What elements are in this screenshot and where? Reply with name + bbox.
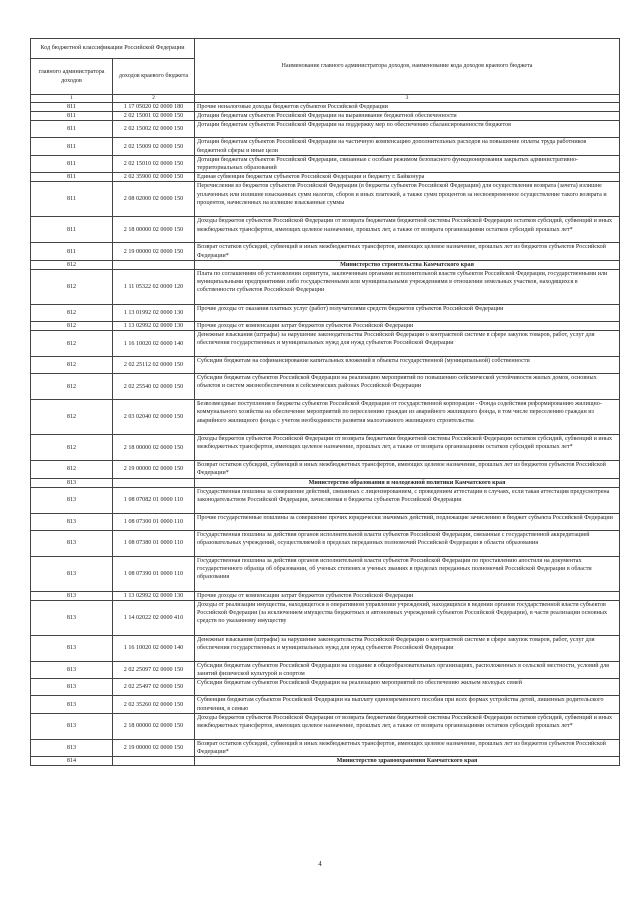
- table-row: [31, 435, 620, 461]
- description-cell: Министерство образования и молодежной политики Камчатского края: [195, 478, 620, 487]
- description-cell: Дотации бюджетам субъектов Российской Федерации на выравнивание бюджетной обеспеченности: [195, 112, 620, 121]
- header-kbk-group: Код бюджетной классификации Российской Федерации: [31, 39, 195, 59]
- income-code-cell: 2 02 35900 02 0000 150: [113, 173, 195, 182]
- description-cell: Субсидии бюджетам субъектов Российской Федерации на создание в общеобразовательных организациях, расположенных в сельской местности, условий для занятий физической культурой и спортом: [195, 662, 620, 679]
- description-cell: Прочие доходы от оказания платных услуг (работ) получателями средств бюджетов субъектов Российской Федерации: [195, 305, 620, 322]
- description-cell: Денежные взыскания (штрафы) за нарушение законодательства Российской Федерации о контрактной системе в сфере закупок товаров, работ, услуг для обеспечения государственных и муниципальных нужд для нужд субъектов Российской Федерации: [195, 331, 620, 357]
- table-row: [31, 461, 620, 478]
- income-code-cell: 1 08 07380 01 0000 110: [113, 530, 195, 556]
- table-row: [31, 182, 620, 217]
- table-row: [31, 487, 620, 513]
- income-code-cell: 1 13 02992 02 0000 130: [113, 322, 195, 331]
- admin-code-cell: 813: [31, 636, 113, 662]
- income-code-cell: 2 18 00000 02 0000 150: [113, 713, 195, 739]
- admin-code-cell: 813: [31, 696, 113, 713]
- table-row: [31, 601, 620, 636]
- income-code-cell: 1 13 02992 02 0000 130: [113, 591, 195, 600]
- description-cell: Перечисления из бюджетов субъектов Российской Федерации (в бюджеты субъектов Российской Федерации) для осуществления возврата (зачета) излишне уплаченных или излишне взысканных сумм налогов, сборов и иных платежей, а также сумм процентов за несвоевременное осуществление такого возврата и процентов, начисленных на излишне взысканные суммы: [195, 182, 620, 217]
- income-code-cell: 2 02 15010 02 0000 150: [113, 155, 195, 172]
- description-cell: Субсидии бюджетам субъектов Российской Федерации на реализацию мероприятий по повышению сейсмической устойчивости жилых домов, основных объектов и систем жизнеобеспечения в сейсмических районах Российской Федерации: [195, 374, 620, 400]
- description-cell: Денежные взыскания (штрафы) за нарушение законодательства Российской Федерации о контрактной системе в сфере закупок товаров, работ, услуг для обеспечения государственных и муниципальных нужд для нужд субъектов Российской Федерации: [195, 636, 620, 662]
- table-row: [31, 217, 620, 243]
- description-cell: Субсидии бюджетам субъектов Российской Федерации на реализацию мероприятий по обеспечению жильем молодых семей: [195, 679, 620, 696]
- column-number: 2: [113, 95, 195, 103]
- admin-code-cell: 813: [31, 513, 113, 530]
- description-cell: Дотации бюджетам субъектов Российской Федерации на частичную компенсацию дополнительных расходов на повышение оплаты труда работников бюджетной сферы и иные цели: [195, 138, 620, 155]
- income-code-cell: 1 11 05322 02 0000 120: [113, 270, 195, 305]
- description-cell: Министерство строительства Камчатского края: [195, 260, 620, 269]
- table-row: [31, 357, 620, 374]
- income-code-cell: 1 16 10020 02 0000 140: [113, 636, 195, 662]
- description-cell: Доходы от реализации имущества, находящегося в оперативном управлении учреждений, находящихся в ведении органов государственной власти субъектов Российской Федерации (за исключением имущества бюджетных и автономных учреждений субъектов Российской Федерации), в части реализации основных средств по указанному имуществу: [195, 601, 620, 636]
- income-code-cell: 2 02 15002 02 0000 150: [113, 121, 195, 138]
- description-cell: Государственная пошлина за совершение действий, связанных с лицензированием, с проведением аттестации в случаях, если такая аттестация предусмотрена законодательством Российской Федерации, зачисляемая в бюджеты субъектов Российской Федерации: [195, 487, 620, 513]
- description-cell: Единая субвенция бюджетам субъектов Российской Федерации и бюджету г. Байконура: [195, 173, 620, 182]
- admin-code-cell: 812: [31, 270, 113, 305]
- description-cell: Государственная пошлина за действия органов исполнительной власти субъектов Российской Федерации, связанные с государственной аккредитацией образовательных учреждений, осуществляемой в пределах переданных полномочий Российской Федерации в области образования: [195, 530, 620, 556]
- admin-code-cell: 811: [31, 138, 113, 155]
- admin-code-cell: 811: [31, 103, 113, 112]
- admin-code-cell: 811: [31, 173, 113, 182]
- table-row: [31, 713, 620, 739]
- description-cell: Доходы бюджетов субъектов Российской Федерации от возврата бюджетами бюджетной системы Российской Федерации остатков субсидий, субвенций и иных межбюджетных трансфертов, имеющих целевое назначение, прошлых лет, а также от возврата организациями остатков субсидий прошлых лет*: [195, 435, 620, 461]
- table-row: [31, 121, 620, 138]
- section-row: [31, 478, 620, 487]
- income-code-cell: 2 18 00000 02 0000 150: [113, 435, 195, 461]
- income-code-cell: [113, 260, 195, 269]
- income-code-cell: 1 16 10020 02 0000 140: [113, 331, 195, 357]
- table-row: [31, 374, 620, 400]
- admin-code-cell: 812: [31, 374, 113, 400]
- admin-code-cell: 812: [31, 435, 113, 461]
- table-row: [31, 591, 620, 600]
- admin-code-cell: 812: [31, 461, 113, 478]
- description-cell: Государственная пошлина за действия органов исполнительной власти субъектов Российской Федерации по проставлению апостиля на документах государственного образца об образовании, об ученых степенях и ученых званиях в пределах переданных полномочий Российской Федерации в области образования: [195, 556, 620, 591]
- description-cell: Дотации бюджетам субъектов Российской Федерации на поддержку мер по обеспечению сбалансированности бюджетов: [195, 121, 620, 138]
- table-row: [31, 662, 620, 679]
- income-code-cell: 2 02 25497 02 0000 150: [113, 679, 195, 696]
- description-cell: Субвенции бюджетам субъектов Российской Федерации на выплату единовременного пособия при всех формах устройства детей, лишенных родительского попечения, в семью: [195, 696, 620, 713]
- table-row: [31, 636, 620, 662]
- income-code-cell: 2 18 00000 02 0000 150: [113, 217, 195, 243]
- income-code-cell: 2 02 15009 02 0000 150: [113, 138, 195, 155]
- description-cell: Министерство здравоохранения Камчатского края: [195, 757, 620, 766]
- admin-code-cell: 811: [31, 155, 113, 172]
- table-row: [31, 305, 620, 322]
- admin-code-cell: 812: [31, 322, 113, 331]
- income-code-cell: 2 02 25540 02 0000 150: [113, 374, 195, 400]
- table-row: [31, 679, 620, 696]
- header-admin: главного администратора доходов: [31, 59, 113, 95]
- admin-code-cell: 811: [31, 121, 113, 138]
- admin-code-cell: 812: [31, 331, 113, 357]
- income-code-cell: 2 02 35260 02 0000 150: [113, 696, 195, 713]
- income-code-cell: [113, 478, 195, 487]
- admin-code-cell: 812: [31, 357, 113, 374]
- description-cell: Дотации бюджетам субъектов Российской Федерации, связанные с особым режимом безопасного функционирования закрытых административно-территориальных образований: [195, 155, 620, 172]
- income-code-cell: 1 08 07390 01 0000 110: [113, 556, 195, 591]
- admin-code-cell: 811: [31, 217, 113, 243]
- income-code-cell: 1 14 02022 02 0000 410: [113, 601, 195, 636]
- description-cell: Возврат остатков субсидий, субвенций и иных межбюджетных трансфертов, имеющих целевое назначение, прошлых лет из бюджетов субъектов Российской Федерации*: [195, 243, 620, 260]
- table-row: [31, 400, 620, 435]
- table-row: [31, 322, 620, 331]
- admin-code-cell: 811: [31, 112, 113, 121]
- income-code-cell: 2 02 25097 02 0000 150: [113, 662, 195, 679]
- admin-code-cell: 813: [31, 591, 113, 600]
- income-code-cell: 1 17 05020 02 0000 180: [113, 103, 195, 112]
- description-cell: Прочие государственные пошлины за совершение прочих юридически значимых действий, подлежащие зачислению в бюджет субъекта Российской Федерации: [195, 513, 620, 530]
- description-cell: Доходы бюджетов субъектов Российской Федерации от возврата бюджетами бюджетной системы Российской Федерации остатков субсидий, субвенций и иных межбюджетных трансфертов, имеющих целевое назначение, прошлых лет, а также от возврата организациями остатков субсидий прошлых лет*: [195, 217, 620, 243]
- description-cell: Возврат остатков субсидий, субвенций и иных межбюджетных трансфертов, имеющих целевое назначение, прошлых лет из бюджетов субъектов Российской Федерации*: [195, 739, 620, 756]
- table-row: [31, 530, 620, 556]
- admin-code-cell: 813: [31, 739, 113, 756]
- admin-code-cell: 813: [31, 530, 113, 556]
- budget-codes-table: [30, 38, 620, 766]
- income-code-cell: 1 08 07082 01 0000 110: [113, 487, 195, 513]
- header-name: Наименование главного администратора доходов, наименование кода доходов краевого бюджета: [195, 39, 620, 95]
- income-code-cell: 2 08 02000 02 0000 150: [113, 182, 195, 217]
- description-cell: Прочие доходы от компенсации затрат бюджетов субъектов Российской Федерации: [195, 322, 620, 331]
- income-code-cell: 2 03 02040 02 0000 150: [113, 400, 195, 435]
- description-cell: Субсидии бюджетам на софинансирование капитальных вложений в объекты государственной (муниципальной) собственности: [195, 357, 620, 374]
- admin-code-cell: 811: [31, 243, 113, 260]
- admin-code-cell: 813: [31, 556, 113, 591]
- table-row: [31, 331, 620, 357]
- admin-code-cell: 811: [31, 182, 113, 217]
- table-row: [31, 173, 620, 182]
- income-code-cell: 2 19 00000 02 0000 150: [113, 461, 195, 478]
- description-cell: Возврат остатков субсидий, субвенций и иных межбюджетных трансфертов, имеющих целевое назначение, прошлых лет из бюджетов субъектов Российской Федерации*: [195, 461, 620, 478]
- table-row: [31, 243, 620, 260]
- header-income: доходов краевого бюджета: [113, 59, 195, 95]
- page-number: 4: [318, 860, 322, 868]
- section-row: [31, 757, 620, 766]
- admin-code-cell: 812: [31, 260, 113, 269]
- column-number: 1: [31, 95, 113, 103]
- income-code-cell: 1 08 07300 01 0000 110: [113, 513, 195, 530]
- income-code-cell: 2 19 00000 02 0000 150: [113, 243, 195, 260]
- table-row: [31, 155, 620, 172]
- income-code-cell: 1 13 01992 02 0000 130: [113, 305, 195, 322]
- admin-code-cell: 812: [31, 305, 113, 322]
- admin-code-cell: 813: [31, 487, 113, 513]
- income-code-cell: [113, 757, 195, 766]
- admin-code-cell: 814: [31, 757, 113, 766]
- description-cell: Безвозмездные поступления в бюджеты субъектов Российской Федерации от государственной корпорации - Фонда содействия реформированию жилищно-коммунального хозяйства на обеспечение мероприятий по переселению граждан из аварийного жилищного фонда, в том числе переселению граждан из аварийного жилищного фонда с учетом необходимости развития малоэтажного жилищного строительства: [195, 400, 620, 435]
- document-page: [30, 38, 620, 766]
- table-row: [31, 739, 620, 756]
- income-code-cell: 2 19 00000 02 0000 150: [113, 739, 195, 756]
- table-row: [31, 270, 620, 305]
- income-code-cell: 2 02 15001 02 0000 150: [113, 112, 195, 121]
- description-cell: Доходы бюджетов субъектов Российской Федерации от возврата бюджетами бюджетной системы Российской Федерации остатков субсидий, субвенций и иных межбюджетных трансфертов, имеющих целевое назначение, прошлых лет, а также от возврата организациями остатков субсидий прошлых лет*: [195, 713, 620, 739]
- admin-code-cell: 813: [31, 713, 113, 739]
- column-number: 3: [195, 95, 620, 103]
- table-row: [31, 103, 620, 112]
- admin-code-cell: 813: [31, 478, 113, 487]
- table-body: [31, 103, 620, 766]
- section-row: [31, 260, 620, 269]
- table-row: [31, 112, 620, 121]
- admin-code-cell: 813: [31, 662, 113, 679]
- admin-code-cell: 813: [31, 679, 113, 696]
- income-code-cell: 2 02 25112 02 0000 150: [113, 357, 195, 374]
- description-cell: Прочие доходы от компенсации затрат бюджетов субъектов Российской Федерации: [195, 591, 620, 600]
- table-row: [31, 138, 620, 155]
- admin-code-cell: 813: [31, 601, 113, 636]
- description-cell: Плата по соглашениям об установлении сервитута, заключенным органами исполнительной власти субъектов Российской Федерации, государственными или муниципальными предприятиями либо государственными или муниципальными учреждениями в отношении земельных участков, находящихся в собственности субъектов Российской Федерации: [195, 270, 620, 305]
- admin-code-cell: 812: [31, 400, 113, 435]
- table-row: [31, 696, 620, 713]
- table-row: [31, 513, 620, 530]
- description-cell: Прочие неналоговые доходы бюджетов субъектов Российской Федерации: [195, 103, 620, 112]
- table-row: [31, 556, 620, 591]
